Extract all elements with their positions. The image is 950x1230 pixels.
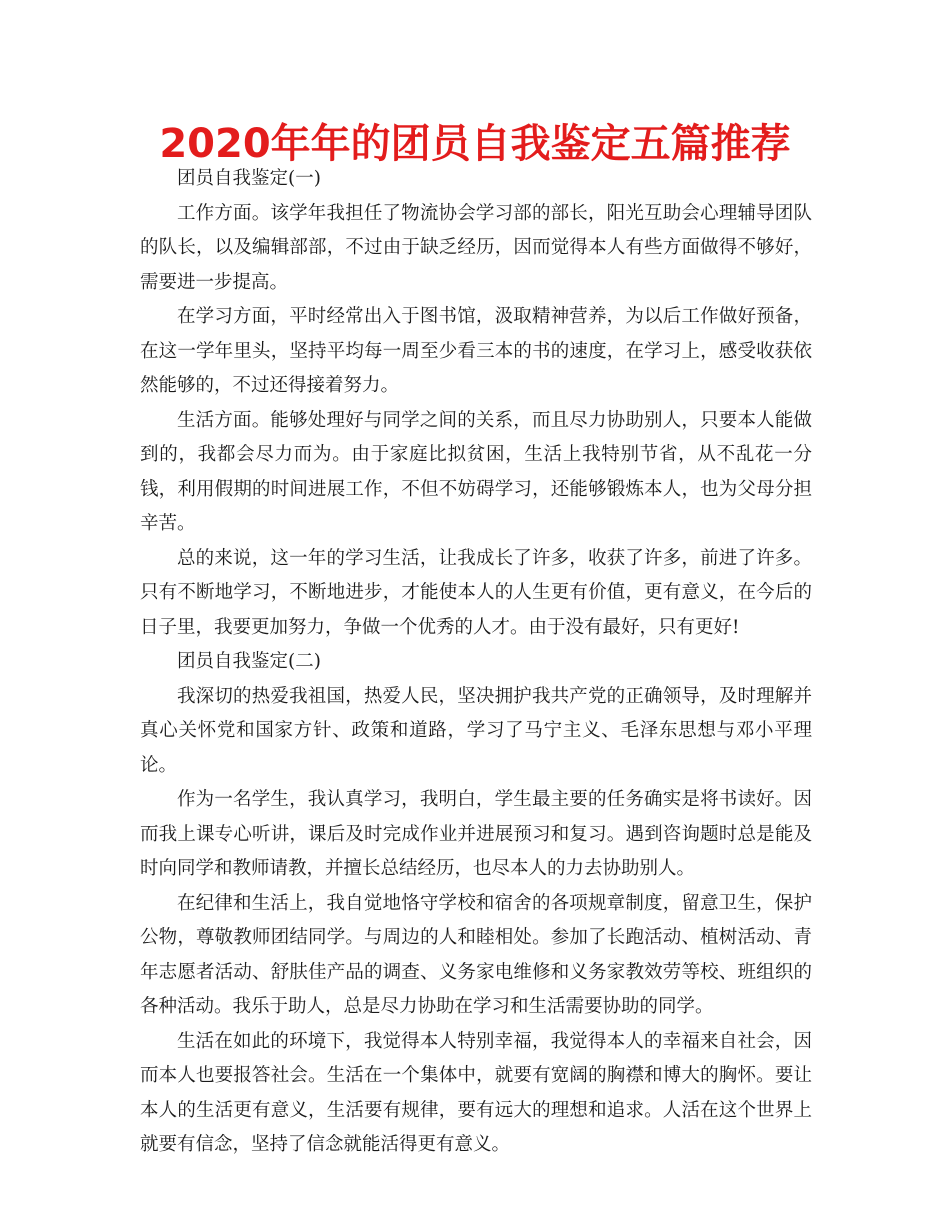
document-body <box>140 162 812 1163</box>
paragraph: 在学习方面，平时经常出入于图书馆，汲取精神营养，为以后工作做好预备，在这一学年里头，坚持平均每一周至少看三本的书的速度，在学习上，感受收获依然能够的，不过还得接着努力。 <box>140 306 812 396</box>
paragraph: 在纪律和生活上，我自觉地恪守学校和宿舍的各项规章制度，留意卫生，保护公物，尊敬教师团结同学。与周边的人和睦相处。参加了长跑活动、植树活动、青年志愿者活动、舒肤佳产品的调查、义务家电维修和义务家教效劳等校、班组织的各种活动。我乐于助人，总是尽力协助在学习和生活需要协助的同学。 <box>140 892 812 1017</box>
paragraph: 生活在如此的环境下，我觉得本人特别幸福，我觉得本人的幸福来自社会，因而本人也要报答社会。生活在一个集体中，就要有宽阔的胸襟和博大的胸怀。要让本人的生活更有意义，生活要有规律，要有远大的理想和追求。人活在这个世界上就要有信念，坚持了信念就能活得更有意义。 <box>140 1030 812 1155</box>
paragraph: 我深切的热爱我祖国，热爱人民，坚决拥护我共产党的正确领导，及时理解并真心关怀党和国家方针、政策和道路，学习了马宁主义、毛泽东思想与邓小平理论。 <box>140 685 812 776</box>
paragraph: 作为一名学生，我认真学习，我明白，学生最主要的任务确实是将书读好。因而我上课专心听讲，课后及时完成作业并进展预习和复习。遇到咨询题时总是能及时向同学和教师请教，并擅长总结经历，也尽本人的力去协助别人。 <box>140 789 812 879</box>
section-heading-1: 团员自我鉴定(一) <box>177 168 321 189</box>
paragraph: 工作方面。该学年我担任了物流协会学习部的部长，阳光互助会心理辅导团队的队长，以及编辑部部，不过由于缺乏经历，因而觉得本人有些方面做得不够好，需要进一步提高。 <box>140 202 812 293</box>
paragraph: 总的来说，这一年的学习生活，让我成长了许多，收获了许多，前进了许多。只有不断地学习，不断地进步，才能使本人的人生更有价值，更有意义，在今后的日子里，我要更加努力，争做一个优秀的人才。由于没有最好，只有更好! <box>140 547 812 638</box>
paragraph: 生活方面。能够处理好与同学之间的关系，而且尽力协助别人，只要本人能做到的，我都会尽力而为。由于家庭比拟贫困，生活上我特别节省，从不乱花一分钱，利用假期的时间进展工作，不但不妨碍学习，还能够锻炼本人，也为父母分担辛苦。 <box>140 409 812 534</box>
section-heading-2: 团员自我鉴定(二) <box>177 651 321 672</box>
document-title: 2020年年的团员自我鉴定五篇推荐 <box>159 121 791 167</box>
